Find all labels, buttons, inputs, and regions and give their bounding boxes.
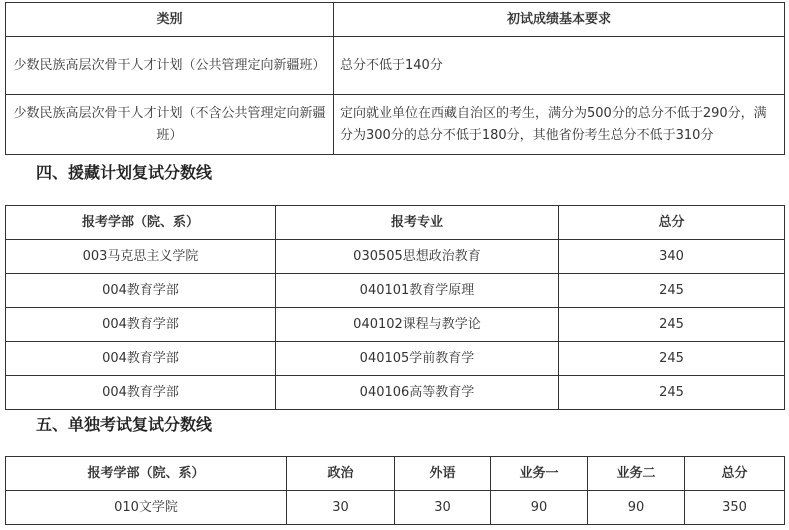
total-cell: 245 [559,376,785,410]
total-cell: 245 [559,342,785,376]
subject-two-cell: 90 [588,491,685,525]
category-cell: 少数民族高层次骨干人才计划（公共管理定向新疆班） [6,37,334,95]
requirement-cell: 定向就业单位在西藏自治区的考生，满分为500分的总分不低于290分，满分为300分的总分不低于180分，其他省份考生总分不低于310分 [334,95,785,155]
aid-tibet-score-table [5,205,785,410]
total-cell: 340 [559,240,785,274]
header-subject-two: 业务二 [588,457,685,491]
table-row [6,376,785,410]
department-cell: 004教育学部 [6,342,276,376]
header-foreign-language: 外语 [395,457,491,491]
total-cell: 350 [685,491,785,525]
major-cell: 040102课程与教学论 [276,308,559,342]
section-heading-independent-exam: 五、单独考试复试分数线 [36,415,213,434]
table-header-row [6,206,785,240]
table-row [6,491,785,525]
major-cell: 040105学前教育学 [276,342,559,376]
major-cell: 040106高等教育学 [276,376,559,410]
header-department: 报考学部（院、系） [6,206,276,240]
table-header-row [6,457,785,491]
requirement-cell: 总分不低于140分 [334,37,785,95]
total-cell: 245 [559,308,785,342]
requirements-table [5,2,785,155]
department-cell: 004教育学部 [6,274,276,308]
table-row [6,274,785,308]
department-cell: 003马克思主义学院 [6,240,276,274]
header-total: 总分 [685,457,785,491]
header-department: 报考学部（院、系） [6,457,287,491]
politics-cell: 30 [287,491,395,525]
subject-one-cell: 90 [491,491,588,525]
department-cell: 004教育学部 [6,376,276,410]
table-row [6,37,785,95]
table-row [6,240,785,274]
header-major: 报考专业 [276,206,559,240]
table-header-row [6,3,785,37]
header-category: 类别 [6,3,334,37]
independent-exam-score-table [5,456,785,525]
table-row [6,95,785,155]
table-row [6,342,785,376]
section-heading-aid-tibet: 四、援藏计划复试分数线 [36,163,213,182]
major-cell: 030505思想政治教育 [276,240,559,274]
department-cell: 010文学院 [6,491,287,525]
header-total: 总分 [559,206,785,240]
total-cell: 245 [559,274,785,308]
table-row [6,308,785,342]
foreign-language-cell: 30 [395,491,491,525]
header-requirement: 初试成绩基本要求 [334,3,785,37]
category-cell: 少数民族高层次骨干人才计划（不含公共管理定向新疆班） [6,95,334,155]
major-cell: 040101教育学原理 [276,274,559,308]
header-politics: 政治 [287,457,395,491]
header-subject-one: 业务一 [491,457,588,491]
department-cell: 004教育学部 [6,308,276,342]
